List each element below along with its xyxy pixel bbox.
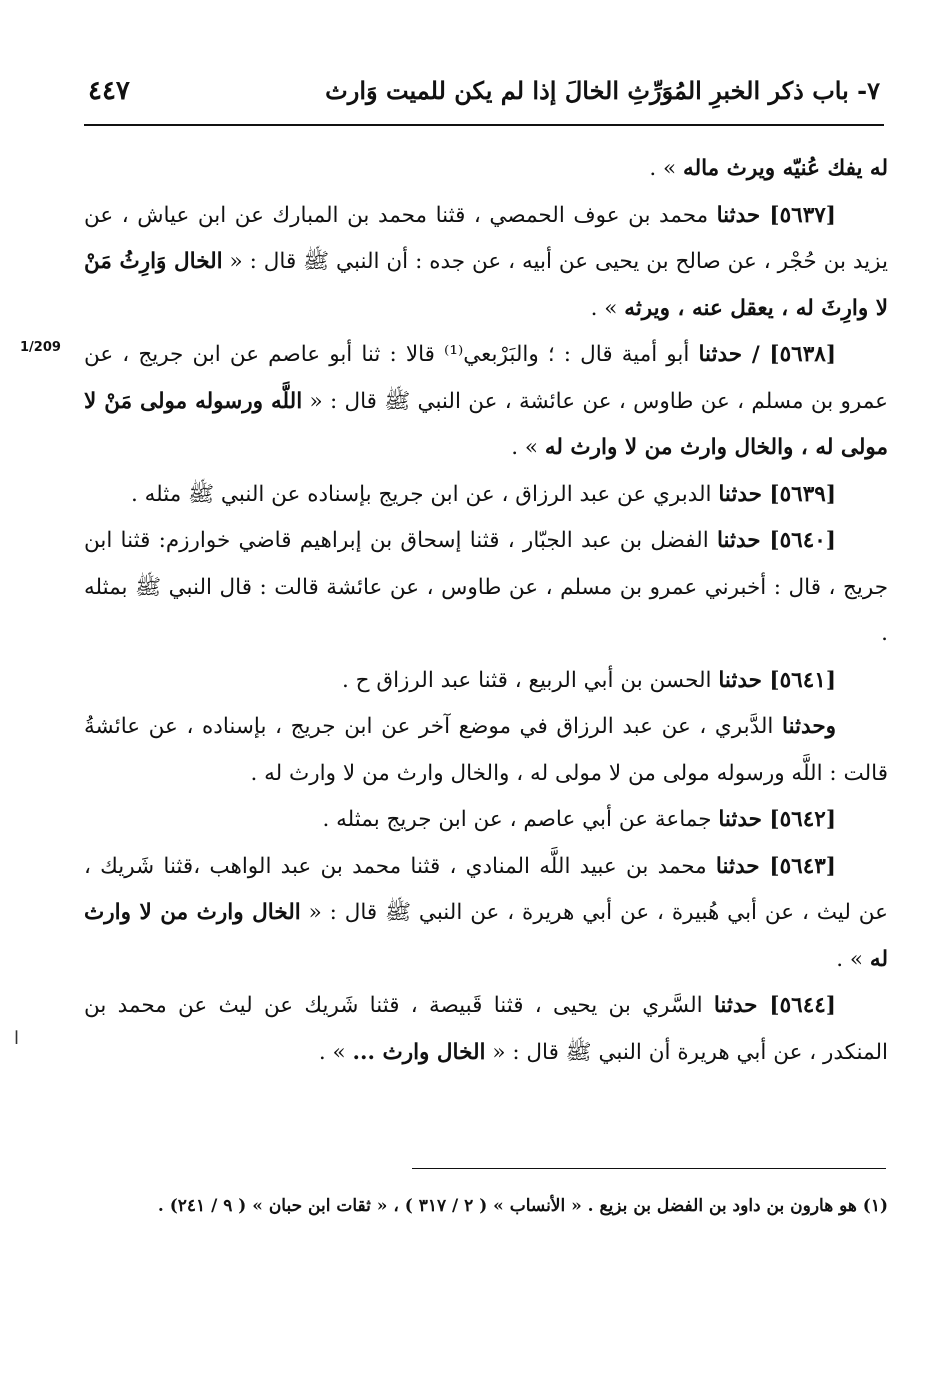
hadith-number: [٥٦٤١] xyxy=(761,667,836,693)
text-segment: » . xyxy=(649,156,684,181)
hadith-number: [٥٦٣٧] xyxy=(760,202,836,228)
narration-keyword: حدثنا xyxy=(716,202,761,228)
hadith-number: [٥٦٣٩] xyxy=(761,481,836,507)
narration-keyword: حدثنا xyxy=(718,667,762,693)
page-header xyxy=(84,72,880,112)
narration-keyword: حدثنا xyxy=(698,342,743,367)
narration-keyword: حدثنا xyxy=(713,993,758,1018)
hadith-quote: الخال وارث ... xyxy=(352,1039,486,1065)
narration-keyword: حدثنا xyxy=(718,481,762,507)
hadith-number: [٥٦٣٨] / xyxy=(742,342,836,367)
narration-keyword: حدثنا xyxy=(716,528,761,553)
text-segment: السَّري بن يحيى ، قثنا قَبيصة ، قثنا شَريك عن ليث عن محمد بن المنكدر ، عن أبي هريرة أن النبي ﷺ قال : « xyxy=(84,993,888,1065)
paragraph xyxy=(84,658,888,705)
hadith-number: [٥٦٤٤] xyxy=(757,993,836,1018)
hadith-quote: اللَّه ورسوله مولى مَنْ لا مولى له ، والخال وارث من لا وارث له xyxy=(84,388,888,460)
text-segment: الحسن بن أبي الربيع ، قثنا عبد الرزاق ح . xyxy=(342,667,719,693)
running-title: ٧- باب ذكر الخبرِ المُوَرِّثِ الخالَ إذا لم يكن للميت وَارث xyxy=(325,76,880,105)
paragraph xyxy=(84,518,888,658)
text-segment: جماعة عن أبي عاصم ، عن ابن جريج بمثله . xyxy=(322,807,719,832)
footnote xyxy=(84,1188,888,1224)
narration-keyword: وحدثنا xyxy=(782,714,836,739)
text-segment: الدبري عن عبد الرزاق ، عن ابن جريج بإسناده عن النبي ﷺ مثله . xyxy=(130,481,719,507)
text-segment: أبو أمية قال : ؛ والبَرْبعي⁽¹⁾ قالا : ثنا أبو عاصم عن ابن جريج ، عن عمرو بن مسلم ، عن طاوس ، عن عائشة ، عن النبي ﷺ قال : « xyxy=(84,342,889,414)
hadith-number: [٥٦٤٠] xyxy=(760,528,836,553)
main-text xyxy=(84,146,888,1076)
text-segment: الفضل بن عبد الجبّار ، قثنا إسحاق بن إبراهيم قاضي خوارزم: قثنا ابن جريج ، قال : أخبرني عمرو بن مسلم ، عن طاوس ، عن عائشة قالت : قال النبي ﷺ بمثله . xyxy=(84,528,888,646)
text-segment: محمد بن عوف الحمصي ، قثنا محمد بن المبارك عن ابن عياش ، عن يزيد بن حُجْر ، عن صالح بن يحيى عن أبيه ، عن جده : أن النبي ﷺ قال : « xyxy=(84,202,889,274)
header-rule xyxy=(84,124,884,126)
hadith-quote: الخال وَارِثُ مَنْ لا وارِثَ له ، يعقل عنه ، ويرثه xyxy=(84,249,888,321)
hadith-quote: الخال وارث من لا وارث له xyxy=(84,900,888,972)
paragraph xyxy=(84,797,888,844)
hadith-quote: له يفك عُنيّه ويرث ماله xyxy=(683,156,888,181)
text-segment: » . xyxy=(511,435,545,460)
footnote-rule xyxy=(412,1168,886,1169)
paragraph xyxy=(84,704,888,797)
text-segment: » . xyxy=(318,1039,353,1065)
margin-mark: ا xyxy=(14,1028,20,1049)
hadith-number: [٥٦٤٣] xyxy=(759,853,836,879)
hadith-number: [٥٦٤٢] xyxy=(761,807,836,832)
page-number: ٤٤٧ xyxy=(88,76,130,106)
paragraph xyxy=(84,983,888,1076)
footnote-text: (١) هو هارون بن داود بن الفضل بن بزيع . « الأنساب » ( ٢ / ٣١٧ ) ، « ثقات ابن حبان » ( ٩ / ٢٤١) . xyxy=(157,1196,888,1216)
paragraph xyxy=(84,844,888,984)
text-segment: » . xyxy=(836,946,870,972)
margin-reference: 1/209 xyxy=(20,340,61,355)
text-segment: الدَّبري ، عن عبد الرزاق في موضع آخر عن ابن جريج ، بإسناده ، عن عائشةُ قالت : اللَّه ورسوله مولى من لا مولى له ، والخال وارث من لا وارث له . xyxy=(84,714,888,786)
text-segment: محمد بن عبيد اللَّه المنادي ، قثنا محمد بن عبد الواهب ،قثنا شَريك ، عن ليث ، عن أبي هُبيرة ، عن أبي هريرة ، عن النبي ﷺ قال : « xyxy=(84,853,888,925)
narration-keyword: حدثنا xyxy=(715,853,760,879)
narration-keyword: حدثنا xyxy=(718,807,762,832)
paragraph xyxy=(84,146,888,193)
paragraph xyxy=(84,193,888,333)
paragraph xyxy=(84,472,888,519)
paragraph xyxy=(84,332,888,472)
text-segment: » . xyxy=(590,295,625,321)
